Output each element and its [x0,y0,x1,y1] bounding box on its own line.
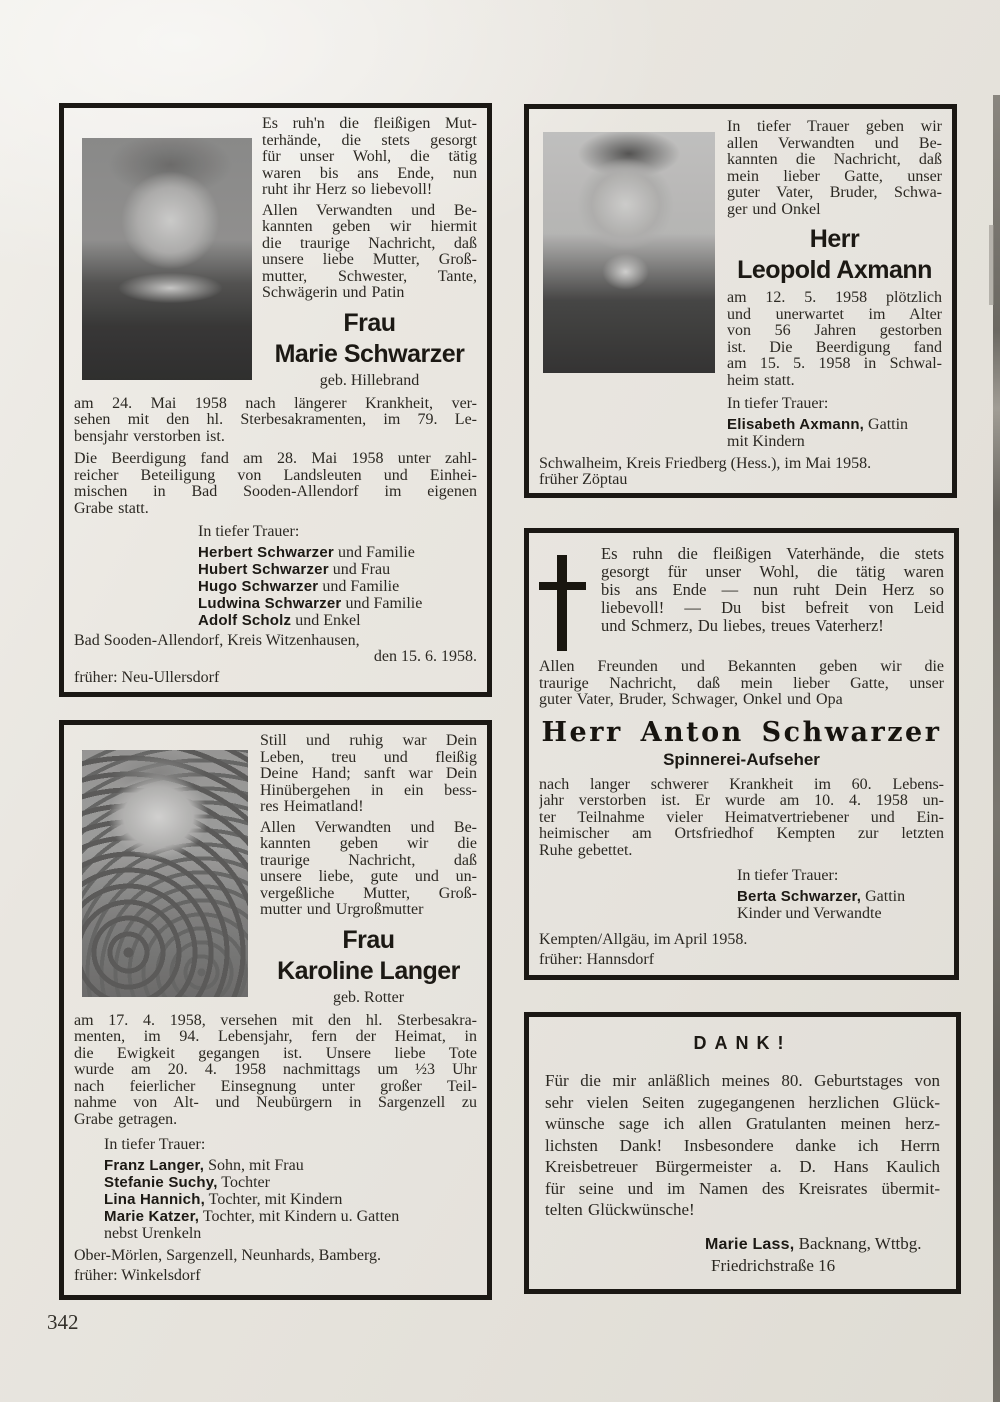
text-line: bensjahr verstorben ist. [74,428,225,445]
place-line: Schwalheim, Kreis Friedberg (Hess.), im Mai 1958. [539,454,872,472]
text-line: Die Beerdigung fand am 28. Mai 1958 unter zahl- [74,451,477,467]
deceased-profession: Spinnerei-Aufseher [663,749,820,769]
text-line: telten Glückwünsche! [545,1200,695,1219]
photo-text-row [539,117,942,450]
text-line: kannten die Nachricht, daß [727,152,942,168]
text-line: reicher Beteiligung von Landsleuten und Einhei- [74,467,477,484]
text-line: terhände, die stets gesorgt [262,132,477,149]
text-line: und unerwartet im Alter [727,306,942,323]
mourning-label: In tiefer Trauer: [198,523,300,540]
text-line: Allen Verwandten und Be- [260,819,477,836]
text-line: am 17. 4. 1958, versehen mit den hl. Sterbesakra- [74,1012,477,1029]
mourner-line: Kinder und Verwandte [737,904,882,922]
text-line: bis ans Ende — nun ruht Dein Herz so [601,581,944,599]
announcement-text [260,820,477,919]
text-line: guter Vater, Bruder, Schwa- [727,185,942,201]
mourners-list [198,544,477,629]
text-line: vergeßliche Mutter, Groß- [260,885,477,902]
deceased-title: Frau [342,925,395,954]
text-line: mutter, Schwester, Tante, [262,268,477,285]
photo-text-row [74,733,477,1007]
text-line: nach feierlicher Einsegnung unter großer Teil- [74,1078,477,1095]
former-residence: früher Zöptau [539,471,628,488]
text-line: unsere liebe Mutter, Groß- [262,252,477,268]
mourner-line: Friedrichstraße 16 [711,1255,836,1275]
text-line: traurige Nachricht, daß mein lieber Gatte, unser [539,675,944,692]
maiden-name: geb. Hillebrand [319,371,420,389]
text-line: und Schmerz, Du liebes, treues Vaterherz! [601,617,884,635]
memorial-verse [260,733,477,816]
text-line: am 15. 5. 1958 in Schwal- [727,356,942,372]
mourner-line: Adolf Scholz und Enkel [198,611,361,629]
text-line: heimischer am Ortsfriedhof Kempten zur letzten [539,826,944,842]
text-line: jahr verstorben ist. Er wurde am 10. 4. 1958 un- [539,793,944,809]
text-line: Hinübergehen in ein bess- [260,782,477,799]
mourners-list [104,1157,477,1242]
mourner-line: nebst Urenkeln [104,1224,202,1242]
notice-intro-column [262,116,477,390]
text-line: Grabe getragen. [74,1111,178,1128]
text-line: traurige Nachricht, daß [260,852,477,869]
text-line: wünsche sage ich allen Gratulanten meinen herz- [545,1114,940,1133]
text-line: liebevoll! — Du bist befreit von Leid [601,599,944,617]
text-line: ruht ihr Herz so liebevoll! [262,182,433,198]
thanks-title: DANK! [693,1033,792,1053]
death-details [74,396,477,446]
mourner-line: Herbert Schwarzer und Familie [198,543,415,561]
mourner-line: Franz Langer, Sohn, mit Frau [104,1156,304,1174]
text-line: sehr vielen Seiten zugegangenen herzlichen Glück- [545,1092,940,1112]
deceased-name: Herr Anton Schwarzer [541,716,942,748]
thanks-body [545,1070,940,1221]
text-line: wurde am 20. 4. 1958 nachmittags um ½3 Uhr [74,1062,477,1078]
text-line: Allen Verwandten und Be- [262,202,477,219]
text-line: die Ewigkeit gegangen ist. Unsere liebe Tote [74,1045,477,1062]
text-line: Für die mir anläßlich meines 80. Geburtstages von [545,1071,940,1090]
signature [705,1233,940,1277]
text-line: unsere liebe, gute und un- [260,869,477,885]
mourning-label: In tiefer Trauer: [727,395,829,412]
text-line: Kreisbetreuer Bürgermeister a. D. Hans Kaulich [545,1157,940,1176]
mourning-block [104,1136,477,1242]
place-line: Ober-Mörlen, Sargenzell, Neunhards, Bamberg. [74,1246,381,1264]
scan-edge-streak [993,95,1000,1402]
portrait-photo-karoline-langer [82,750,248,997]
deceased-title: Frau [343,308,396,337]
burial-details [539,777,944,860]
deceased-name: Marie Schwarzer [274,339,465,368]
text-line: Ruhe gebettet. [539,842,633,859]
mourner-line: Elisabeth Axmann, Gattin [727,415,909,433]
obituary-anton-schwarzer [524,528,959,980]
mourning-label: In tiefer Trauer: [737,867,839,884]
obituary-leopold-axmann [524,104,957,498]
thanks-notice-marie-lass [524,1012,961,1294]
maiden-name: geb. Rotter [332,988,405,1006]
text-line: kannten geben wir hiermit [262,219,477,235]
text-line: heim statt. [727,372,795,389]
page-number: 342 [47,1310,79,1334]
text-line: mein lieber Gatte, unser [727,168,942,185]
mourner-line: Marie Lass, Backnang, Wttbg. [705,1233,922,1253]
text-line: von 56 Jahren gestorben [727,323,942,339]
text-line: für seine und im Namen des Kreisrates übermit- [545,1178,940,1198]
text-line: menten, im 94. Lebensjahr, fern der Heimat, in [74,1029,477,1045]
notice-intro-column [260,733,477,1007]
place-line: Kempten/Allgäu, im April 1958. [539,930,748,948]
deceased-name: Leopold Axmann [737,256,932,284]
mourning-block [737,867,944,922]
text-line: ter Teilnahme vieler Heimatvertriebener und Ein- [539,809,944,826]
text-line: waren bis ans Ende, nun [262,165,477,182]
obituary-karoline-langer [59,720,492,1300]
place-line: Bad Sooden-Allendorf, Kreis Witzenhausen, [74,631,360,649]
deceased-title: Herr [809,225,860,253]
text-line: Leben, treu und fleißig [260,749,477,766]
text-line: am 12. 5. 1958 plötzlich [727,290,942,306]
former-residence: früher: Neu-Ullersdorf [74,668,220,686]
text-line: nahme von Alt- und Neubürgern in Sargenzell zu [74,1095,477,1111]
text-line: nach langer schwerer Krankheit im 60. Lebens- [539,776,944,793]
mourner-line: mit Kindern [727,432,805,450]
announcement-text [262,203,477,302]
memorial-verse [601,545,944,651]
death-details [727,290,942,389]
burial-details [74,451,477,517]
text-line: In tiefer Trauer geben wir [727,119,942,135]
text-line: guter Vater, Bruder, Schwager, Onkel und Opa [539,692,843,708]
mourners-list [727,416,942,450]
text-line: gesorgt für unser Wohl, die tätig waren [601,563,944,581]
notice-intro-column [727,117,942,450]
deceased-name: Karoline Langer [277,956,460,985]
text-line: Still und ruhig war Dein [260,733,477,749]
text-line: Allen Freunden und Bekannten geben wir die [539,659,944,675]
text-line: sehen mit den hl. Sterbesakramenten, im 79. Le- [74,412,477,428]
obituary-marie-schwarzer [59,103,492,697]
announcement-text [727,119,942,218]
text-line: Deine Hand; sanft war Dein [260,766,477,782]
text-line: ger und Onkel [727,201,821,218]
text-line: die traurige Nachricht, daß [262,235,477,252]
cross-icon [539,545,601,651]
mourner-line: Ludwina Schwarzer und Familie [198,594,423,612]
memorial-verse [262,116,477,199]
mourning-label: In tiefer Trauer: [104,1136,206,1153]
mourning-block [198,523,477,629]
mourner-line: Marie Katzer, Tochter, mit Kindern u. Gatten [104,1207,400,1225]
text-line: für unser Wohl, die tätig [262,149,477,165]
mourner-line: Hugo Schwarzer und Familie [198,577,400,595]
text-line: Grabe statt. [74,500,149,517]
date-line: den 15. 6. 1958. [373,648,477,665]
text-line: Es ruh'n die fleißigen Mut- [262,116,477,132]
former-residence: früher: Hannsdorf [539,951,655,968]
mourner-line: Stefanie Suchy, Tochter [104,1173,270,1191]
former-residence: früher: Winkelsdorf [74,1267,201,1284]
text-line: am 24. Mai 1958 nach längerer Krankheit, ver- [74,395,477,412]
text-line: allen Verwandten und Be- [727,135,942,152]
text-line: mischen in Bad Sooden-Allendorf im eigenen [74,484,477,500]
text-line: ist. Die Beerdigung fand [727,339,942,356]
cross-verse-row [539,545,944,651]
mourner-line: Lina Hannich, Tochter, mit Kindern [104,1190,343,1208]
mourner-line: Hubert Schwarzer und Frau [198,560,391,578]
text-line: Es ruhn die fleißigen Vaterhände, die stets [601,545,944,563]
announcement-text [539,659,944,709]
photo-text-row [74,116,477,390]
text-line: lichsten Dank! Insbesondere danke ich Herrn [545,1135,940,1155]
mourners-list [737,888,944,922]
text-line: res Heimatland! [260,799,364,815]
portrait-photo-marie-schwarzer [82,138,252,380]
text-line: kannten geben wir die [260,836,477,852]
portrait-photo-leopold-axmann [543,132,715,373]
death-details [74,1013,477,1129]
text-line: mutter und Urgroßmutter [260,902,424,918]
text-line: Schwägerin und Patin [262,285,405,301]
mourner-line: Berta Schwarzer, Gattin [737,887,906,905]
